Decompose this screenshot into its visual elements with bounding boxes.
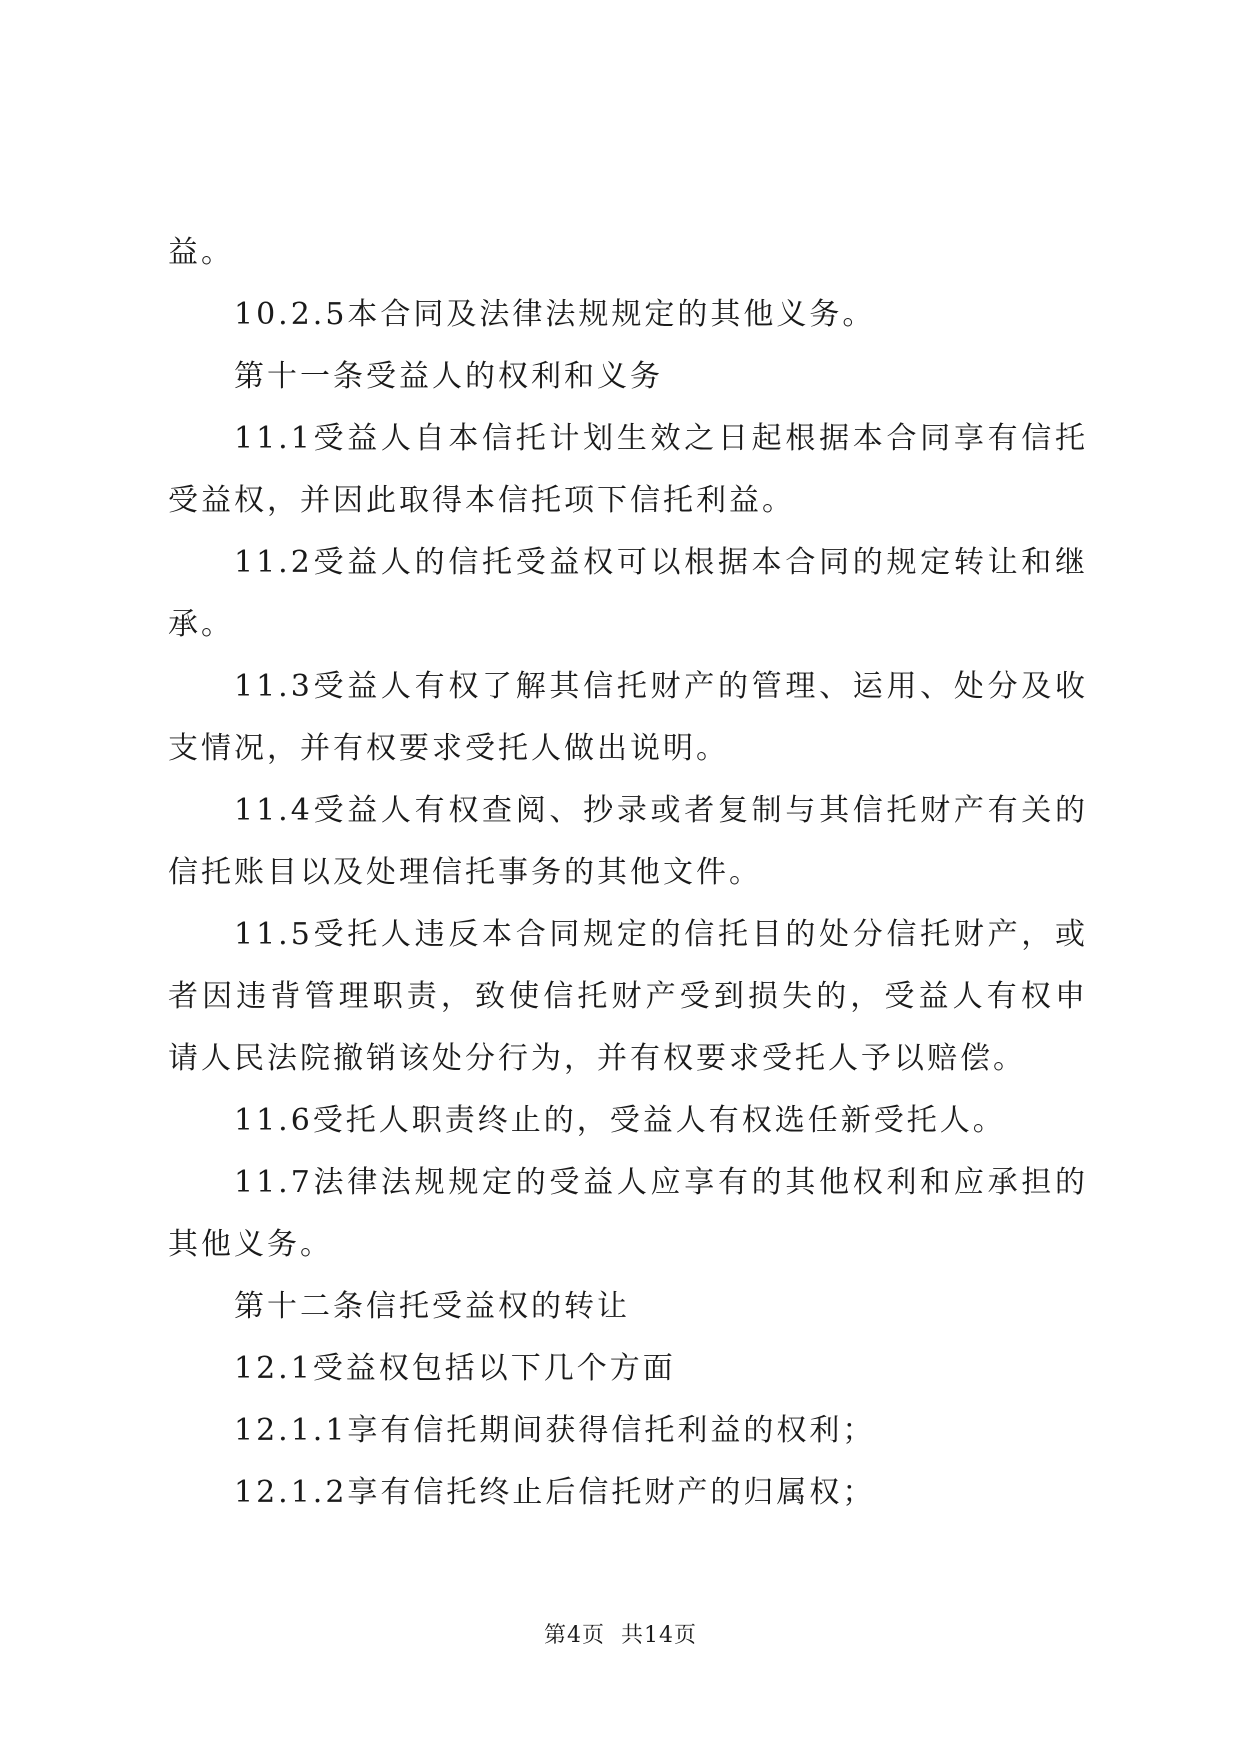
paragraph-11-6: 11.6受托人职责终止的，受益人有权选任新受托人。: [234, 1103, 1006, 1138]
page-footer: [0, 1618, 1241, 1649]
paragraph-12-1-2: 12.1.2享有信托终止后信托财产的归属权；: [234, 1475, 876, 1510]
paragraph-12-1-1: 12.1.1享有信托期间获得信托利益的权利；: [234, 1413, 876, 1448]
paragraph-11-4: 11.4受益人有权查阅、抄录或者复制与其信托财产有关的信托账目以及处理信托事务的其他文件。: [168, 793, 1088, 890]
paragraph-11-2: 11.2受益人的信托受益权可以根据本合同的规定转让和继承。: [168, 545, 1088, 642]
article-12-heading: 第十二条信托受益权的转让: [234, 1289, 630, 1324]
paragraph-1: 10.2.5本合同及法律法规规定的其他义务。: [234, 297, 876, 332]
paragraph-0: 益。: [168, 235, 234, 270]
paragraph-11-1: 11.1受益人自本信托计划生效之日起根据本合同享有信托受益权，并因此取得本信托项下信托利益。: [168, 421, 1088, 518]
article-11-heading: 第十一条受益人的权利和义务: [234, 359, 663, 394]
page-number-label: 第4页 共14页: [544, 1623, 697, 1648]
paragraph-11-3: 11.3受益人有权了解其信托财产的管理、运用、处分及收支情况，并有权要求受托人做出说明。: [168, 669, 1088, 766]
paragraph-11-5: 11.5受托人违反本合同规定的信托目的处分信托财产，或者因违背管理职责，致使信托财产受到损失的，受益人有权申请人民法院撤销该处分行为，并有权要求受托人予以赔偿。: [168, 917, 1088, 1076]
paragraph-12-1: 12.1受益权包括以下几个方面: [234, 1351, 676, 1386]
document-body: [168, 222, 1088, 1524]
paragraph-11-7: 11.7法律法规规定的受益人应享有的其他权利和应承担的其他义务。: [168, 1165, 1088, 1262]
